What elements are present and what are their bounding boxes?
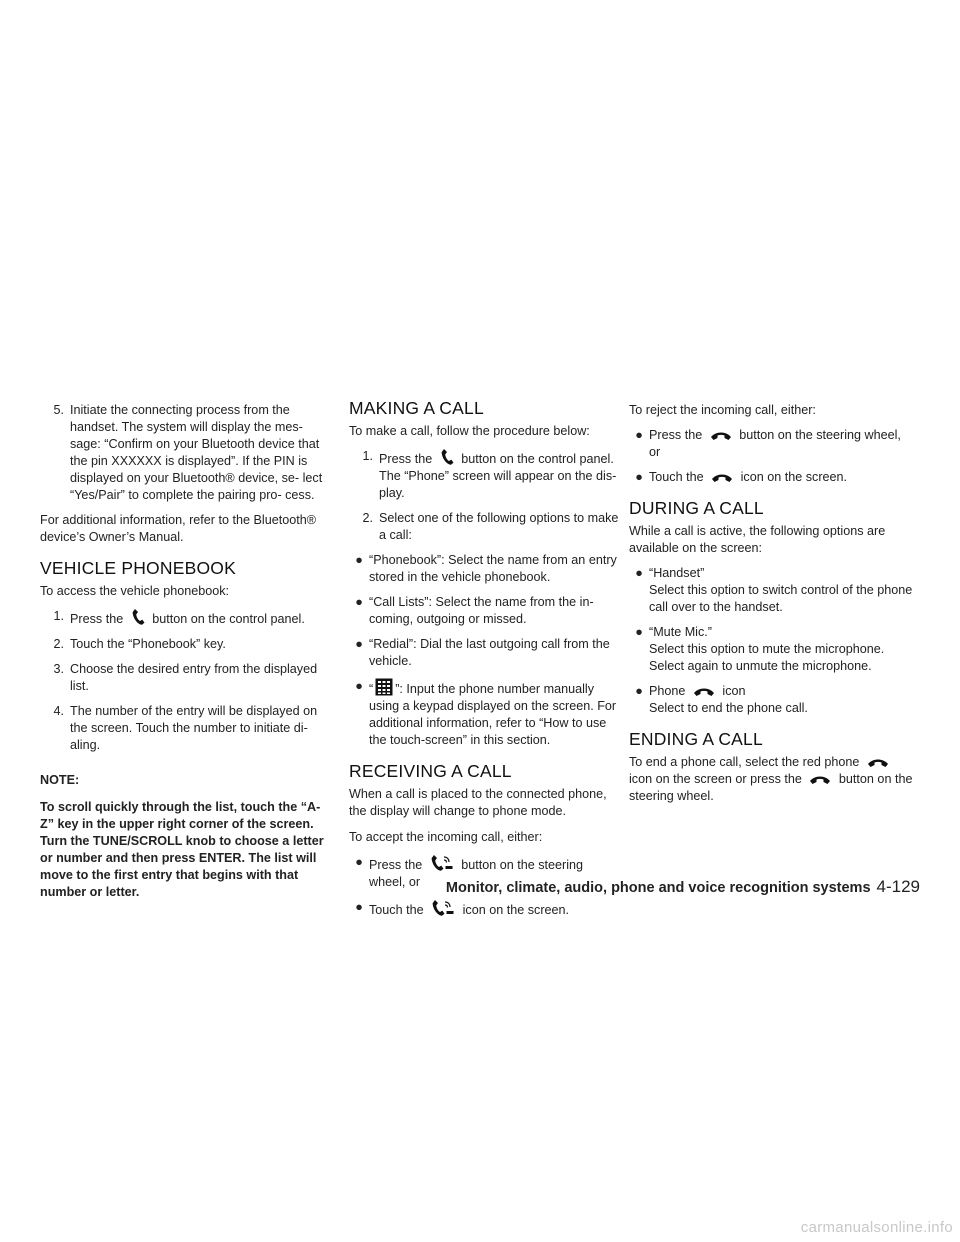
making-step-2 xyxy=(349,510,621,544)
column-middle xyxy=(349,398,621,927)
step-text: button on the control panel. The “Phone” screen will appear on the dis- play. xyxy=(379,452,617,500)
page-number: 4-129 xyxy=(876,877,920,896)
ending-text xyxy=(629,754,914,805)
phone-hangup-icon xyxy=(711,472,733,484)
option-description: Select to end the phone call. xyxy=(649,701,808,715)
step-text: The number of the entry will be displayed on the screen. Touch the number to initiate di- aling. xyxy=(70,704,318,752)
bullet-text: icon on the screen. xyxy=(740,470,848,484)
list-item xyxy=(349,594,621,628)
phone-pickup-icon xyxy=(430,854,454,872)
pairing-step-5 xyxy=(40,402,328,504)
column-left xyxy=(40,402,328,901)
phone-hangup-icon xyxy=(693,686,715,698)
note-title: NOTE: xyxy=(40,773,80,787)
option-title: Phone xyxy=(649,684,686,698)
bullet-text: “Phonebook”: Select the name from an entry stored in the vehicle phonebook. xyxy=(369,553,617,584)
step-text: button on the control panel. xyxy=(152,612,305,626)
bullet: ● xyxy=(355,855,363,869)
phone-handset-icon xyxy=(131,608,145,626)
list-item xyxy=(349,678,621,749)
bullet-text: Press the xyxy=(369,858,423,872)
during-a-call-heading: DURING A CALL xyxy=(629,498,764,518)
step-number: 1. xyxy=(362,449,373,463)
step-text: Touch the “Phonebook” key. xyxy=(70,637,226,651)
making-intro: To make a call, follow the procedure below: xyxy=(349,424,590,438)
note-body: To scroll quickly through the list, touch the “A-Z” key in the upper right corner of the screen. Turn the TUNE/SCROLL knob to choose a letter or number and then press ENTER. The list will move to the first entry that begins with that number or letter. xyxy=(40,800,324,899)
receiving-a-call-heading: RECEIVING A CALL xyxy=(349,761,512,781)
bullet-text: “Call Lists”: Select the name from the in- coming, outgoing or missed. xyxy=(369,595,594,626)
bullet-text: ”: Input the phone number manually using a keypad displayed on the screen. For additional information, refer to “How to use the touch-screen” in this section. xyxy=(369,682,617,747)
option-description: Select this option to switch control of the phone call over to the handset. xyxy=(649,583,913,614)
ending-a-call-heading: ENDING A CALL xyxy=(629,729,763,749)
bullet: ● xyxy=(355,637,363,651)
bullet: ● xyxy=(355,900,363,914)
step-number: 2. xyxy=(362,511,373,525)
step-text: Press the xyxy=(379,452,433,466)
ending-text-part: button on the steering wheel. xyxy=(629,772,913,803)
ending-text-part: icon on the screen or press the xyxy=(629,772,802,786)
step-number: 3. xyxy=(53,662,64,676)
list-item xyxy=(629,565,914,616)
list-item xyxy=(629,427,914,461)
ending-text-part: To end a phone call, select the red phone xyxy=(629,755,860,769)
step-number: 2. xyxy=(53,637,64,651)
page-footer xyxy=(400,877,920,897)
phonebook-step-1 xyxy=(40,608,328,628)
keypad-icon xyxy=(375,678,393,696)
bullet-text: Touch the xyxy=(369,903,424,917)
bullet-text: icon on the screen. xyxy=(462,903,570,917)
bullet: ● xyxy=(635,566,643,580)
bullet: ● xyxy=(635,428,643,442)
step-number: 1. xyxy=(53,609,64,623)
bullet-text: button on the steering wheel, or xyxy=(649,428,901,459)
option-description: Select this option to mute the microphone. Select again to unmute the microphone. xyxy=(649,642,885,673)
phone-pickup-icon xyxy=(431,899,455,917)
receiving-intro: When a call is placed to the connected phone, the display will change to phone mode. xyxy=(349,787,607,818)
vehicle-phonebook-heading: VEHICLE PHONEBOOK xyxy=(40,558,236,578)
phone-handset-icon xyxy=(440,448,454,466)
footer-section-title: Monitor, climate, audio, phone and voice recognition systems xyxy=(445,880,871,896)
bullet-text: “ xyxy=(369,682,374,696)
making-step-1 xyxy=(349,448,621,502)
accept-intro: To accept the incoming call, either: xyxy=(349,830,543,844)
during-intro: While a call is active, the following options are available on the screen: xyxy=(629,524,886,555)
bullet: ● xyxy=(355,679,363,693)
additional-info-text: For additional information, refer to the Bluetooth® device’s Owner’s Manual. xyxy=(40,513,316,544)
phonebook-step-4 xyxy=(40,703,328,754)
option-title: “Mute Mic.” xyxy=(649,625,712,639)
option-title: icon xyxy=(722,684,746,698)
phonebook-intro: To access the vehicle phonebook: xyxy=(40,584,230,598)
phonebook-step-3 xyxy=(40,661,328,695)
list-item xyxy=(349,636,621,670)
list-item xyxy=(349,552,621,586)
watermark: carmanualsonline.info xyxy=(800,1219,953,1236)
bullet: ● xyxy=(635,625,643,639)
phone-hangup-icon xyxy=(867,757,889,769)
column-right xyxy=(629,402,914,814)
phone-hangup-icon xyxy=(710,430,732,442)
bullet: ● xyxy=(635,684,643,698)
bullet: ● xyxy=(635,470,643,484)
step-text: Press the xyxy=(70,612,124,626)
step-text: Choose the desired entry from the displayed list. xyxy=(70,662,318,693)
step-number: 5. xyxy=(53,403,64,417)
list-item xyxy=(629,624,914,675)
step-text: Initiate the connecting process from the handset. The system will display the mes- sage: “Confirm on your Bluetooth device that the pin XXXXXX is displayed”. If the PIN is displayed on your Bluetooth® device, se- lect “Yes/Pair” to complete the pairing pro- cess. xyxy=(70,403,323,502)
bullet: ● xyxy=(355,595,363,609)
bullet-text: “Redial”: Dial the last outgoing call from the vehicle. xyxy=(369,637,610,668)
list-item xyxy=(629,683,914,717)
bullet-text: Touch the xyxy=(649,470,704,484)
reject-intro: To reject the incoming call, either: xyxy=(629,403,816,417)
step-text: Select one of the following options to make a call: xyxy=(379,511,619,542)
bullet-text: Press the xyxy=(649,428,703,442)
option-title: “Handset” xyxy=(649,566,705,580)
list-item xyxy=(349,899,621,919)
phone-hangup-icon xyxy=(809,774,831,786)
making-a-call-heading: MAKING A CALL xyxy=(349,398,484,418)
bullet: ● xyxy=(355,553,363,567)
phonebook-step-2 xyxy=(40,636,328,653)
bullet-text: button on the steering wheel, or xyxy=(369,858,584,889)
step-number: 4. xyxy=(53,704,64,718)
list-item xyxy=(629,469,914,486)
